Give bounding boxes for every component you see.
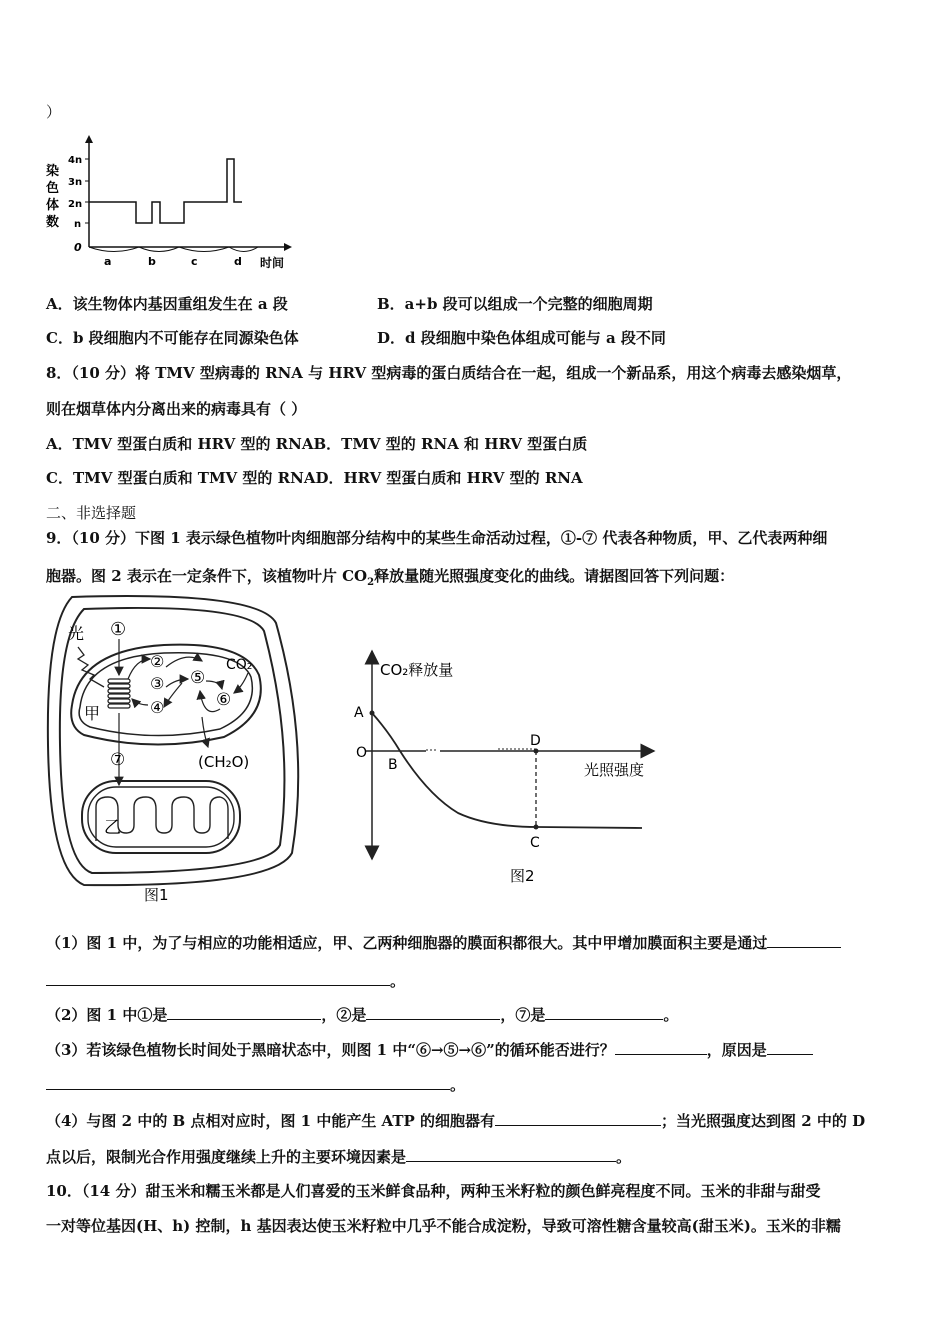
label-ch2o: (CH₂O) [198,753,250,771]
ytick-2n: 2n [68,199,83,210]
chromosome-chart [44,135,304,270]
q9-part3-line1: （3）若该绿色植物长时间处于黑暗状态中，则图 1 中“⑥→⑤→⑥”的循环能否进行？ ，原因是 [46,1039,813,1060]
chart-ylabel-2: 色 [46,181,60,196]
ytick-3n: 3n [68,177,83,188]
figure-1-caption: 图1 [144,886,169,904]
figure-1-cell-diagram [44,595,314,905]
q9-part2: （2）图 1 中①是 ，②是 ，⑦是 。 [46,1006,679,1024]
grana-stack [108,679,130,708]
answer-blank-3b[interactable] [767,1039,813,1055]
label-jia: 甲 [84,704,101,723]
figure-2-caption: 图2 [510,867,535,885]
xtick-c: c [191,255,198,268]
q9-stem-line2: 胞器。图 2 表示在一定条件下，该植物叶片 $CO_2$释放量随光照强度变化的曲线。请据图回答下列问题： [46,567,735,588]
point-a-label: A [354,705,364,721]
answer-blank-4a[interactable] [495,1110,661,1126]
q9-part4-line2: 点以后，限制光合作用强度继续上升的主要环境因素是 。 [46,1148,632,1166]
label-c1: ① [110,619,127,640]
fig2-xlabel: 光照强度 [584,761,645,779]
answer-blank-2c[interactable] [545,1004,663,1020]
label-c4: ④ [150,698,165,717]
q9-part1-line2: 。 [46,970,405,991]
xtick-d: d [234,255,242,268]
label-c6: ⑥ [216,690,232,710]
point-c [534,825,539,830]
answer-blank-2b[interactable] [366,1004,500,1020]
answer-blank-3a[interactable] [615,1039,707,1055]
chart-ylabel-4: 数 [46,215,60,230]
q7-option-a: A．该生物体内基因重组发生在 a 段 [46,295,288,313]
chart-ylabel-1: 染 [46,164,60,179]
answer-blank-4b[interactable] [406,1146,616,1162]
xtick-a: a [104,255,112,268]
point-c-label: C [530,835,540,851]
origin-label: O [356,745,368,761]
point-d-label: D [530,733,541,749]
q7-option-c: C．b 段细胞内不可能存在同源染色体 [46,329,299,347]
label-c7: ⑦ [110,750,126,770]
answer-blank-1b[interactable] [46,970,390,986]
ytick-4n: 4n [68,155,83,166]
ytick-0: 0 [74,241,82,254]
q9-part3-line2: 。 [46,1074,465,1095]
label-co2: CO₂ [226,657,253,673]
chart-xlabel: 时间 [260,256,285,270]
fig2-ylabel: CO₂释放量 [380,661,454,679]
answer-blank-1a[interactable] [767,932,841,948]
q9-stem-line1: 9．（10 分）下图 1 表示绿色植物叶肉细胞部分结构中的某些生命活动过程，①-⑦ 代表各种物质，甲、乙代表两种细 [46,529,828,547]
q8-stem-line1: 8．（10 分）将 TMV 型病毒的 RNA 与 HRV 型病毒的蛋白质结合在一起，组成一个新品系，用这个病毒去感染烟草， [46,364,852,382]
q8-stem-line2: 则在烟草体内分离出来的病毒具有（ ） [46,400,307,418]
ytick-n: n [74,219,82,230]
q8-options-cd: C．TMV 型蛋白质和 TMV 型的 RNAD．HRV 型蛋白质和 HRV 型的 RNA [46,469,583,487]
chromosome-line [89,159,242,223]
q7-option-b: B．a+b 段可以组成一个完整的细胞周期 [377,295,653,313]
q8-options-ab: A．TMV 型蛋白质和 HRV 型的 RNAB．TMV 型的 RNA 和 HRV 型蛋白质 [46,435,588,453]
q7-option-d: D．d 段细胞中染色体组成可能与 a 段不同 [377,329,666,347]
chart-ylabel-3: 体 [46,198,60,213]
q10-stem-line1: 10．（14 分）甜玉米和糯玉米都是人们喜爱的玉米鲜食品种，两种玉米籽粒的颜色鲜亮程度不同。玉米的非甜与甜受 [46,1182,821,1200]
label-c3: ③ [150,674,165,693]
section-heading: 二、非选择题 [46,504,137,522]
label-c2: ② [150,652,165,671]
point-b-label: B [388,757,398,773]
q9-part4-line1: （4）与图 2 中的 B 点相对应时，图 1 中能产生 ATP 的细胞器有 ；当光照强度达到图 2 中的 D [46,1112,866,1130]
light-label: 光 [68,624,85,643]
xtick-b: b [148,255,156,268]
figure-2-co2-curve [348,645,658,890]
answer-blank-2a[interactable] [167,1004,321,1020]
label-c5: ⑤ [190,668,206,688]
label-yi: 乙 [104,818,121,838]
top-paren: ） [46,103,62,121]
q10-stem-line2: 一对等位基因(H、h) 控制，h 基因表达使玉米籽粒中几乎不能合成淀粉，导致可溶性糖含量较高(甜玉米)。玉米的非糯 [46,1217,841,1235]
answer-blank-3c[interactable] [46,1074,450,1090]
q9-part1-line1: （1）图 1 中，为了与相应的功能相适应，甲、乙两种细胞器的膜面积都很大。其中甲增加膜面积主要是通过 [46,932,841,953]
